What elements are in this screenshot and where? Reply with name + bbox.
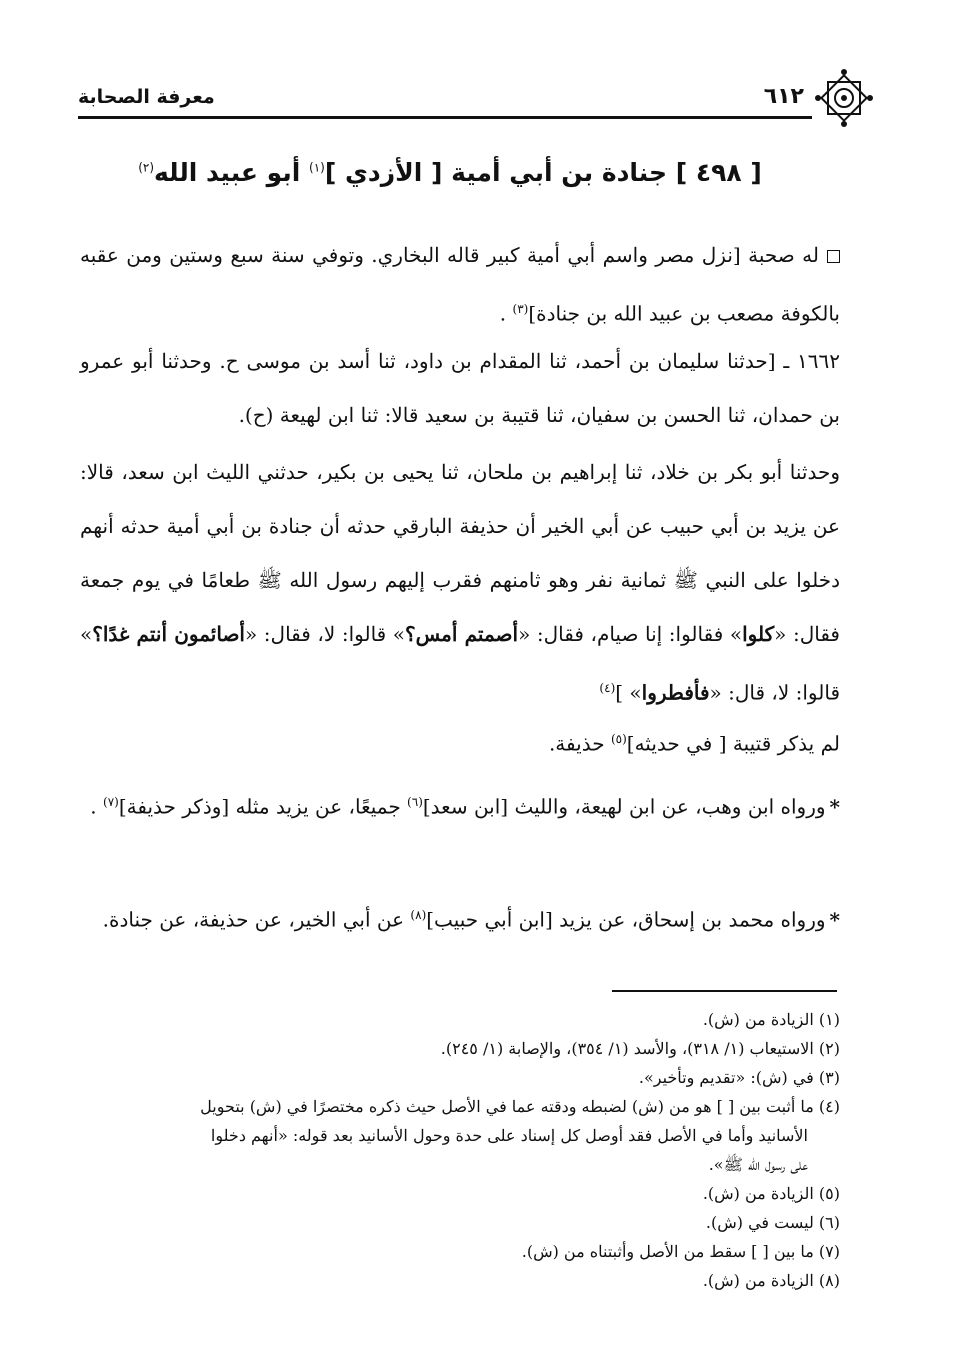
header-rule — [78, 116, 812, 119]
ornament-icon — [814, 68, 874, 128]
paragraph-narration-1: *ورواه ابن وهب، عن ابن لهيعة، والليث [ابن سعد]$^{(٦)}$ جميعًا، عن يزيد مثله [وذكر حذيفة]$^{(٧)}$ . — [90, 794, 840, 819]
entry-title — [100, 158, 800, 187]
footnote-item: (٦) ليست في (ش). — [705, 1213, 840, 1232]
book-title: معرفة الصحابة — [78, 86, 215, 108]
footnote-ref: (٣) — [512, 302, 529, 316]
square-bullet-icon — [827, 250, 840, 263]
footnote-item: (٥) الزيادة من (ش). — [702, 1184, 840, 1203]
footnote-ref: (٨) — [410, 908, 427, 922]
entry-kunya: أبو عبيد الله — [154, 158, 301, 187]
paragraph-note: لم يذكر قتيبة [ في حديثه]$^{(٥)}$ حذيفة. — [548, 731, 840, 756]
page-number: ٦١٢ — [763, 84, 804, 109]
footnote-ref: (٢) — [138, 160, 155, 175]
footnote-ref: (٥) — [610, 732, 627, 746]
paragraph-hadith-chain-1: ١٦٦٢ ـ [حدثنا سليمان بن أحمد، ثنا المقدام بن داود، ثنا أسد بن موسى ح. وحدثنا أبو عمرو بن حمدان، ثنا الحسن بن سفيان، ثنا قتيبة بن سعيد قالا: ثنا ابن لهيعة (ح). — [80, 349, 840, 427]
footnote-ref: (٧) — [103, 795, 119, 809]
asterisk-icon: * — [829, 794, 840, 819]
paragraph-hadith-text: وحدثنا أبو بكر بن خلاد، ثنا إبراهيم بن ملحان، ثنا يحيى بن بكير، حدثني الليث ابن سعد، قالا: عن يزيد بن أبي حبيب عن أبي الخير أن حذيفة البارقي حدثه أن جنادة بن أبي أمية حدثه أنهم دخلوا على النبي ﷺ ثمانية نفر وهو ثامنهم فقرب إليهم رسول الله ﷺ طعامًا في يوم جمعة فقال: «كلوا» فقالوا: إنا صيام، فقال: «أصمتم أمس؟» قالوا: لا، فقال: «أصائمون أنتم غدًا؟» قالوا: لا، قال: «فأفطروا» ]$^{(٤)}$ — [80, 460, 840, 705]
paragraph-narration-2: *ورواه محمد بن إسحاق، عن يزيد [ابن أبي حبيب]$^{(٨)}$ عن أبي الخير، عن حذيفة، عن جنادة. — [102, 907, 840, 932]
footnote-item: (٧) ما بين [ ] سقط من الأصل وأثبتناه من (ش). — [521, 1242, 840, 1261]
paragraph-intro: له صحبة [نزل مصر واسم أبي أمية كبير قاله البخاري. وتوفي سنة سبع وستين ومن عقبه بالكوفة مصعب بن عبيد الله بن جنادة]$^{(٣)}$ . — [80, 243, 840, 326]
footnote-continuation: الأسانيد وأما في الأصل فقد أوصل كل إسناد على حدة وحول الأسانيد بعد قوله: «أنهم دخلوا — [210, 1126, 808, 1145]
footnote-ref: (٦) — [407, 795, 423, 809]
footnote-item: (١) الزيادة من (ش). — [702, 1010, 840, 1029]
footnote-item: (٢) الاستيعاب (١/ ٣١٨)، والأسد (١/ ٣٥٤)، والإصابة (١/ ٢٤٥). — [440, 1039, 840, 1058]
footnote-separator — [612, 990, 837, 992]
footnote-ref: (١) — [309, 160, 325, 175]
entry-bracket: [ الأزدي ] — [324, 158, 443, 187]
footnote-item: (٣) في (ش): «تقديم وتأخير». — [638, 1068, 840, 1087]
footnote-ref: (٤) — [599, 681, 616, 695]
asterisk-icon: * — [829, 907, 840, 932]
running-header — [78, 80, 874, 120]
footnotes — [80, 1005, 840, 1295]
entry-number: [ ٤٩٨ ] — [675, 158, 762, 187]
footnote-item: (٨) الزيادة من (ش). — [702, 1271, 840, 1290]
footnote-item: (٤) ما أثبت بين [ ] هو من (ش) لضبطه ودقته عما في الأصل حيث ذكره مختصرًا في (ش) بتحويل — [200, 1097, 840, 1116]
footnote-continuation: على رسول الله ﷺ». — [708, 1155, 808, 1174]
entry-name: جنادة بن أبي أمية — [451, 158, 668, 187]
